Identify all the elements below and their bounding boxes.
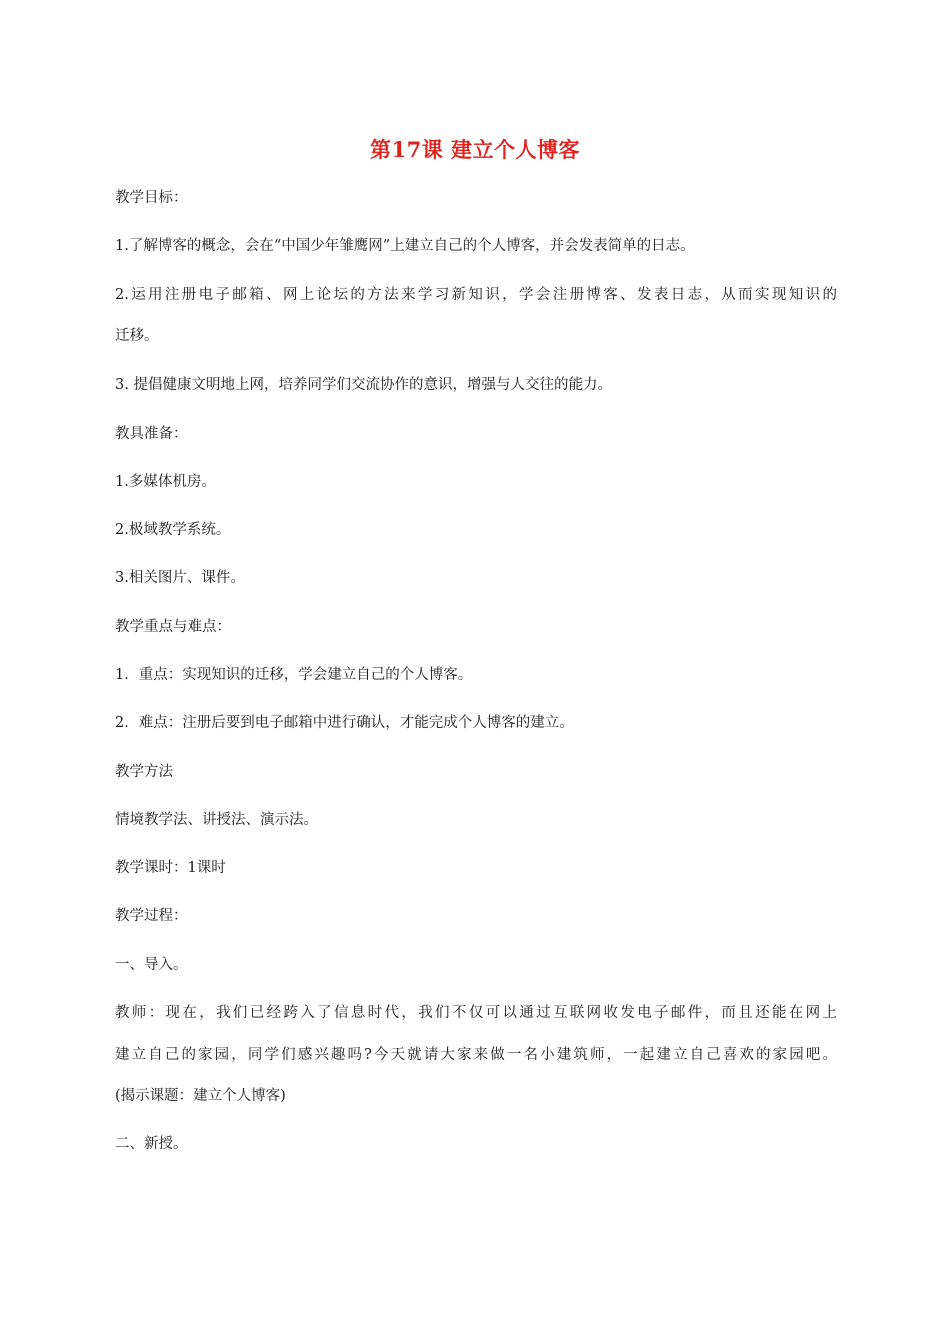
equipment-2: 2.极域教学系统。 [115,522,231,538]
teacher-paragraph-line-1: 教师：现在，我们已经跨入了信息时代，我们不仅可以通过互联网收发电子邮件，而且还能在网上 [115,1005,837,1021]
objective-1: 1.了解博客的概念，会在“中国少年雏鹰网”上建立自己的个人博客，并会发表简单的日志。 [115,238,695,254]
methods-text: 情境教学法、讲授法、演示法。 [115,812,318,828]
teacher-paragraph-line-3: (揭示课题：建立个人博客) [115,1088,286,1104]
process-step-1: 一、导入。 [115,957,188,973]
key-point-1: 1．重点：实现知识的迁移，学会建立自己的个人博客。 [115,667,473,683]
equipment-3: 3.相关图片、课件。 [115,570,245,586]
lesson-title: 第17课 建立个人博客 [369,137,581,162]
objective-2-line-2: 迁移。 [115,328,159,344]
equipment-1: 1.多媒体机房。 [115,474,216,490]
section-heading-key-points: 教学重点与难点： [115,619,231,635]
process-step-2: 二、新授。 [115,1136,188,1152]
objective-3: 3. 提倡健康文明地上网，培养同学们交流协作的意识，增强与人交往的能力。 [115,377,612,393]
teacher-paragraph-line-2: 建立自己的家园，同学们感兴趣吗?今天就请大家来做一名小建筑师，一起建立自己喜欢的家园吧。 [115,1047,837,1063]
section-heading-objectives: 教学目标： [115,190,188,206]
objective-2-line-1: 2.运用注册电子邮箱、网上论坛的方法来学习新知识，学会注册博客、发表日志，从而实现知识的 [115,287,837,303]
section-heading-methods: 教学方法 [115,764,173,780]
key-point-2: 2．难点：注册后要到电子邮箱中进行确认，才能完成个人博客的建立。 [115,715,574,731]
section-heading-process: 教学过程： [115,908,188,924]
section-heading-equipment: 教具准备： [115,426,188,442]
lesson-hours: 教学课时：1课时 [115,860,226,876]
